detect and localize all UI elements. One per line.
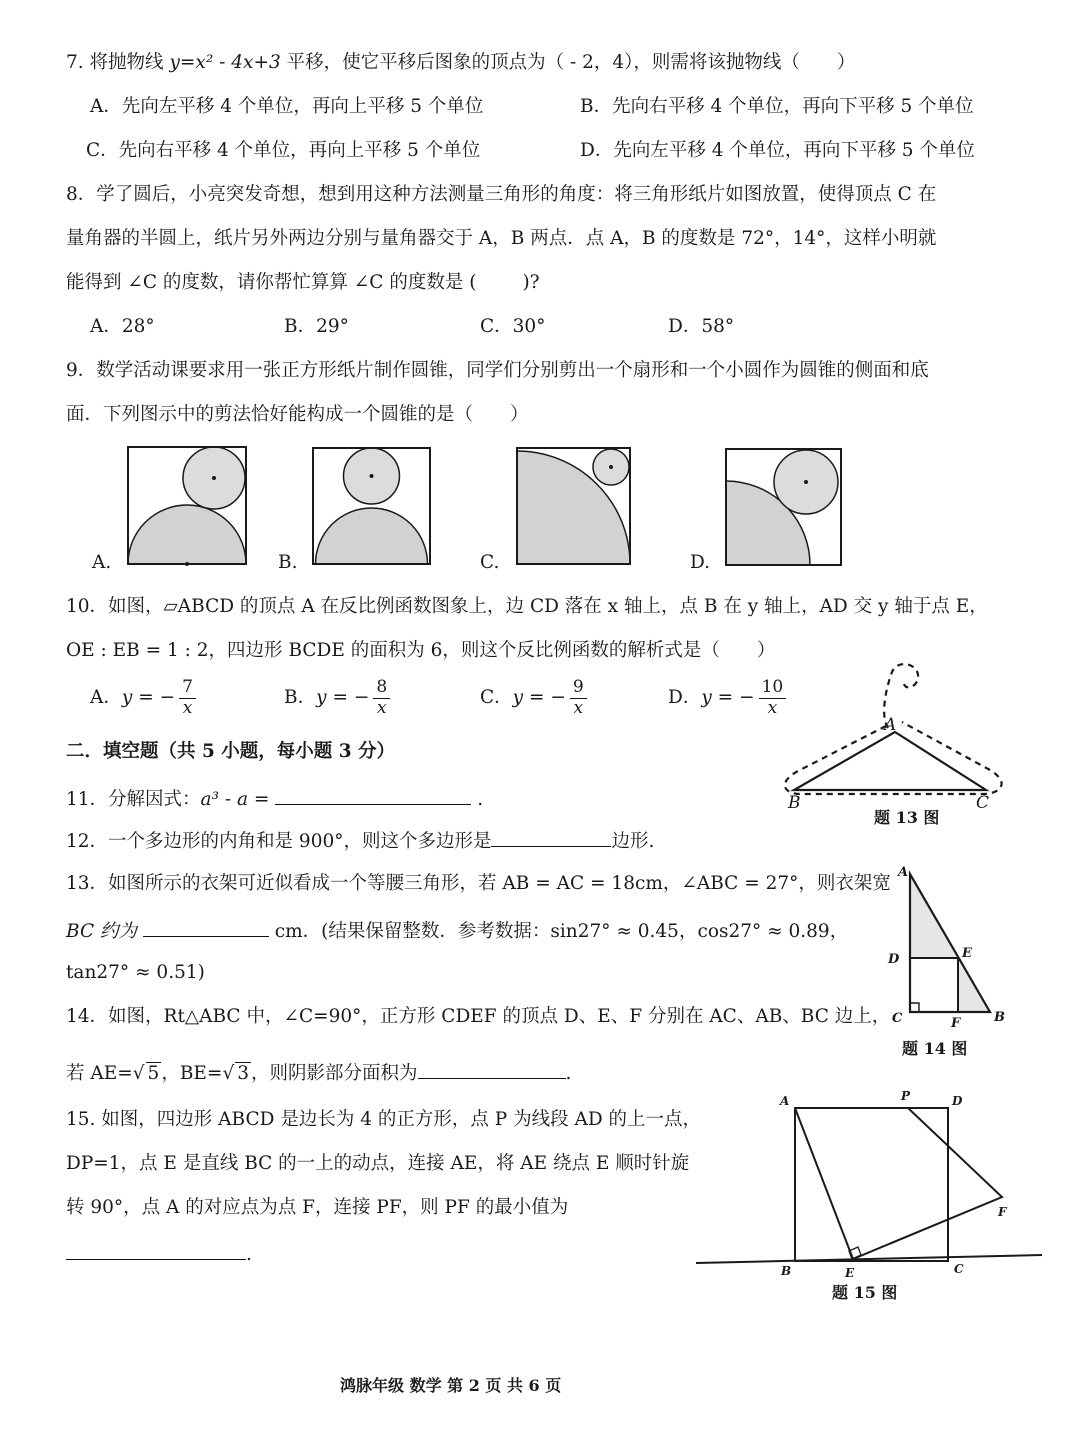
q7-function: y=x² - 4x+3 bbox=[169, 52, 281, 73]
q9-label-a: A. bbox=[92, 552, 112, 573]
q15-fig-label-f: F bbox=[998, 1205, 1007, 1219]
q9-label-c: C. bbox=[480, 552, 500, 573]
q15-fig-label-c: C bbox=[954, 1262, 964, 1276]
q11-answer-blank[interactable] bbox=[275, 786, 471, 805]
q7-option-b[interactable]: B．先向右平移 4 个单位，再向下平移 5 个单位 bbox=[580, 96, 974, 117]
q10-option-c[interactable]: C．y = − $\frac{9}{x}$ bbox=[480, 678, 587, 718]
q14-fig-caption: 题 14 图 bbox=[902, 1039, 968, 1058]
q13-fig-label-c: C bbox=[976, 793, 990, 813]
q9-figure-c[interactable] bbox=[517, 448, 633, 568]
q15-line-1: 15. 如图，四边形 ABCD 是边长为 4 的正方形，点 P 为线段 AD 的上一点， bbox=[66, 1109, 702, 1130]
q7-option-a[interactable]: A．先向左平移 4 个单位，再向上平移 5 个单位 bbox=[90, 96, 484, 117]
q14-fig-label-e: E bbox=[962, 946, 972, 961]
q15-line-4: . bbox=[66, 1241, 252, 1266]
q8-line-2: 量角器的半圆上，纸片另外两边分别与量角器交于 A，B 两点．点 A，B 的度数是 72°，14°，这样小明就 bbox=[66, 228, 937, 249]
q8-option-d[interactable]: D．58° bbox=[668, 316, 735, 337]
q14-fig-label-b: B bbox=[994, 1010, 1005, 1025]
q12-answer-blank[interactable] bbox=[491, 828, 611, 847]
q7-option-c[interactable]: C．先向右平移 4 个单位，再向上平移 5 个单位 bbox=[86, 140, 481, 161]
q14-line-1: 14．如图，Rt△ABC 中，∠C=90°，正方形 CDEF 的顶点 D、E、F 分别在 AC、AB、BC 边上， bbox=[66, 1006, 891, 1027]
q13-fig-label-b: B bbox=[788, 793, 801, 813]
q15-fig-caption: 题 15 图 bbox=[832, 1283, 898, 1302]
q11-line: 11．分解因式：a³ - a = . bbox=[66, 786, 483, 811]
q9-figure-a[interactable] bbox=[128, 447, 248, 567]
q8-option-b[interactable]: B．29° bbox=[284, 316, 349, 337]
q13-line-2: BC 约为 cm．(结果保留整数．参考数据：sin27° ≈ 0.45，cos27° ≈ 0.89， bbox=[66, 918, 848, 943]
q15-fig-label-a: A bbox=[780, 1094, 790, 1108]
q10-option-a[interactable]: A．y = − $\frac{7}{x}$ bbox=[90, 678, 196, 718]
q15-answer-blank[interactable] bbox=[66, 1241, 246, 1260]
q13-figure-hanger bbox=[770, 660, 1020, 840]
q9-figure-b[interactable] bbox=[313, 448, 433, 568]
q15-fig-label-b: B bbox=[781, 1264, 792, 1278]
q9-line-1: 9．数学活动课要求用一张正方形纸片制作圆锥，同学们分别剪出一个扇形和一个小圆作为圆锥的侧面和底 bbox=[66, 360, 929, 381]
q15-line-2: DP=1，点 E 是直线 BC 的一上的动点，连接 AE，将 AE 绕点 E 顺时针旋 bbox=[66, 1153, 690, 1174]
q12-line: 12．一个多边形的内角和是 900°，则这个多边形是 边形. bbox=[66, 828, 654, 853]
q15-fig-label-e: E bbox=[845, 1266, 855, 1280]
q10-line-2: OE : EB = 1 : 2，四边形 BCDE 的面积为 6，则这个反比例函数的解析式是（ ） bbox=[66, 640, 776, 661]
q9-label-b: B. bbox=[278, 552, 298, 573]
q15-fig-label-d: D bbox=[952, 1094, 963, 1108]
q8-option-a[interactable]: A．28° bbox=[90, 316, 155, 337]
q13-fig-label-a: A bbox=[884, 715, 897, 735]
section-title-fill-in: 二．填空题（共 5 小题，每小题 3 分） bbox=[66, 741, 396, 762]
page-footer: 鸿脉年级 数学 第 2 页 共 6 页 bbox=[340, 1376, 562, 1395]
q10-option-b[interactable]: B．y = − $\frac{8}{x}$ bbox=[284, 678, 390, 718]
q9-label-d: D. bbox=[690, 552, 711, 573]
q14-fig-label-a: A bbox=[898, 865, 909, 880]
q7-option-d[interactable]: D．先向左平移 4 个单位，再向下平移 5 个单位 bbox=[580, 140, 975, 161]
q8-line-1: 8．学了圆后，小亮突发奇想，想到用这种方法测量三角形的角度：将三角形纸片如图放置，使得顶点 C 在 bbox=[66, 184, 937, 205]
q13-answer-blank[interactable] bbox=[143, 918, 269, 937]
q9-line-2: 面．下列图示中的剪法恰好能构成一个圆锥的是（ ） bbox=[66, 404, 529, 425]
q14-answer-blank[interactable] bbox=[418, 1060, 566, 1079]
q14-fig-label-f: F bbox=[951, 1016, 961, 1031]
q14-figure bbox=[880, 862, 1030, 1062]
q15-fig-label-p: P bbox=[901, 1089, 911, 1103]
q13-line-1: 13．如图所示的衣架可近似看成一个等腰三角形，若 AB = AC = 18cm，∠ABC = 27°，则衣架宽 bbox=[66, 873, 891, 894]
q7-stem: 7. 将抛物线 y=x² - 4x+3 平移，使它平移后图象的顶点为（ - 2，4），则需将该抛物线（ ） bbox=[66, 52, 856, 73]
q15-line-3: 转 90°，点 A 的对应点为点 F，连接 PF，则 PF 的最小值为 bbox=[66, 1197, 569, 1218]
q14-fig-label-d: D bbox=[888, 952, 900, 967]
q13-fig-caption: 题 13 图 bbox=[874, 808, 940, 827]
q10-line-1: 10．如图，▱ABCD 的顶点 A 在反比例函数图象上，边 CD 落在 x 轴上，点 B 在 y 轴上，AD 交 y 轴于点 E， bbox=[66, 596, 988, 617]
q13-line-3: tan27° ≈ 0.51) bbox=[66, 962, 205, 983]
q8-line-3: 能得到 ∠C 的度数，请你帮忙算算 ∠C 的度数是 ( )? bbox=[66, 272, 540, 293]
q9-figure-d[interactable] bbox=[726, 449, 844, 569]
q8-option-c[interactable]: C．30° bbox=[480, 316, 546, 337]
q14-fig-label-c: C bbox=[892, 1011, 903, 1026]
q10-option-d[interactable]: D．y = − $\frac{10}{x}$ bbox=[668, 678, 786, 718]
q14-line-2: 若 AE=√ 5 ，BE=√ 3 ，则阴影部分面积为 . bbox=[66, 1060, 571, 1085]
q15-figure bbox=[690, 1085, 1050, 1315]
